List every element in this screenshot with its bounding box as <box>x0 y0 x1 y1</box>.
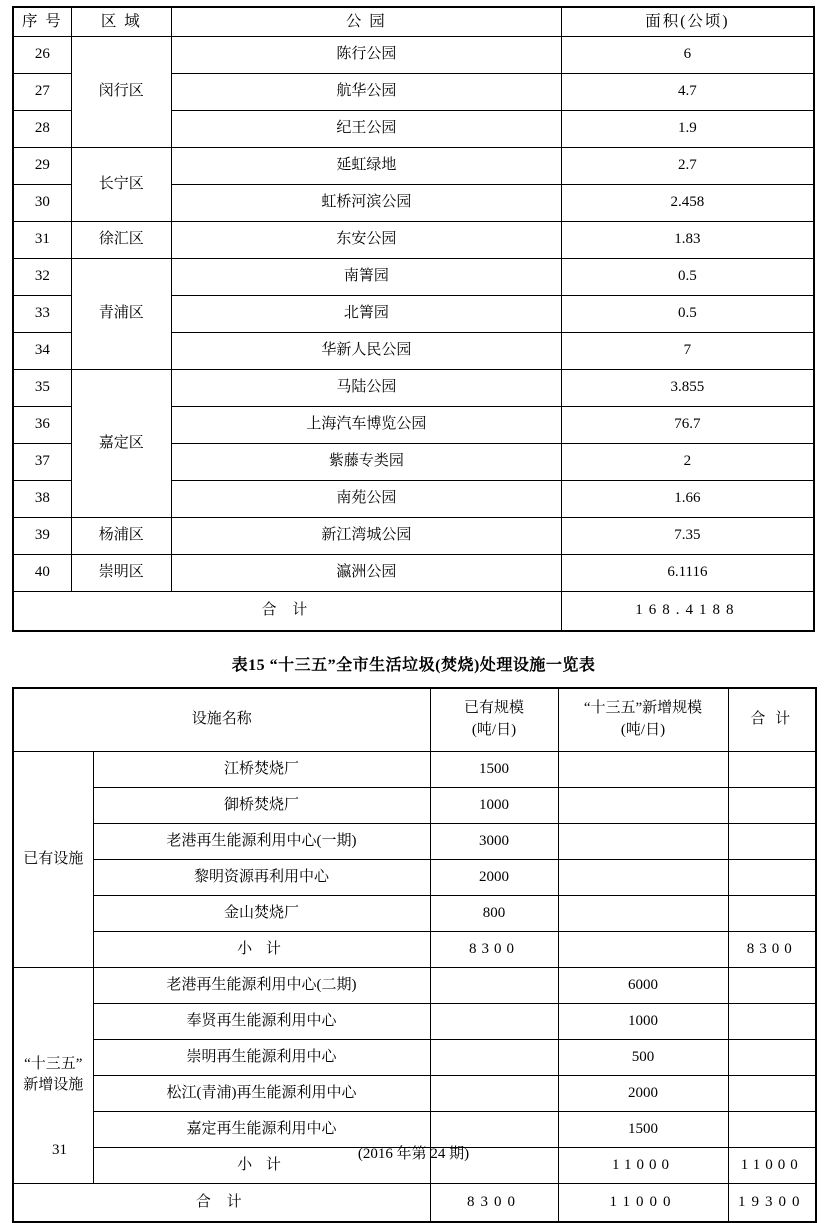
cell-facility: 老港再生能源利用中心(一期) <box>93 823 430 859</box>
table-row <box>13 221 814 258</box>
total-value: 168.4188 <box>561 591 814 631</box>
cell-park: 航华公园 <box>171 73 561 110</box>
table-row <box>13 147 814 184</box>
cell-new <box>558 895 728 931</box>
cell-size: 7 <box>561 332 814 369</box>
cell-facility: 崇明再生能源利用中心 <box>93 1039 430 1075</box>
cell-sum <box>728 1003 816 1039</box>
cell-no: 29 <box>13 147 71 184</box>
park-list-table <box>12 6 815 632</box>
cell-no: 38 <box>13 480 71 517</box>
cell-area: 杨浦区 <box>71 517 171 554</box>
issue-label: (2016 年第 24 期) <box>357 1146 470 1162</box>
group-label-new-line2: 新增设施 <box>23 1077 84 1094</box>
cell-park: 新江湾城公园 <box>171 517 561 554</box>
cell-size: 4.7 <box>561 73 814 110</box>
cell-facility: 江桥焚烧厂 <box>93 751 430 787</box>
cell-park: 延虹绿地 <box>171 147 561 184</box>
table2-grand-total-row <box>13 1183 816 1222</box>
header-cell-sum: 合 计 <box>728 688 816 752</box>
grand-total-existing: 8300 <box>430 1183 558 1222</box>
table-row <box>13 258 814 295</box>
cell-new <box>558 859 728 895</box>
cell-facility: 黎明资源再利用中心 <box>93 859 430 895</box>
grand-total-sum: 19300 <box>728 1183 816 1222</box>
table-row <box>13 554 814 591</box>
grand-total-new: 11000 <box>558 1183 728 1222</box>
cell-sum <box>728 787 816 823</box>
cell-no: 40 <box>13 554 71 591</box>
cell-no: 28 <box>13 110 71 147</box>
cell-new: 500 <box>558 1039 728 1075</box>
group-label-existing: 已有设施 <box>13 751 93 967</box>
header-cell-new <box>558 688 728 752</box>
cell-facility: 御桥焚烧厂 <box>93 787 430 823</box>
header-cell-park: 公 园 <box>171 7 561 36</box>
cell-size: 2.458 <box>561 184 814 221</box>
cell-existing: 800 <box>430 895 558 931</box>
table2-row <box>13 787 816 823</box>
cell-no: 36 <box>13 406 71 443</box>
cell-size: 1.83 <box>561 221 814 258</box>
table2-subtotal-row <box>13 931 816 967</box>
table2-row <box>13 1003 816 1039</box>
cell-size: 1.9 <box>561 110 814 147</box>
page-number: 31 <box>52 1142 67 1158</box>
cell-existing <box>430 1003 558 1039</box>
header-new-line2: (吨/日) <box>620 721 666 738</box>
cell-park: 华新人民公园 <box>171 332 561 369</box>
cell-no: 39 <box>13 517 71 554</box>
header-existing-line1: 已有规模 <box>464 700 525 717</box>
cell-area: 青浦区 <box>71 258 171 369</box>
cell-park: 虹桥河滨公园 <box>171 184 561 221</box>
cell-park: 东安公园 <box>171 221 561 258</box>
table2-row <box>13 859 816 895</box>
cell-sum <box>728 1075 816 1111</box>
cell-no: 30 <box>13 184 71 221</box>
header-cell-facility: 设施名称 <box>13 688 430 752</box>
cell-size: 2.7 <box>561 147 814 184</box>
cell-facility: 老港再生能源利用中心(二期) <box>93 967 430 1003</box>
cell-park: 南箐园 <box>171 258 561 295</box>
total-label: 合 计 <box>13 591 561 631</box>
cell-existing: 1500 <box>430 751 558 787</box>
cell-existing: 2000 <box>430 859 558 895</box>
cell-existing: 1000 <box>430 787 558 823</box>
header-cell-no: 序 号 <box>13 7 71 36</box>
table-row <box>13 36 814 73</box>
cell-existing <box>430 1039 558 1075</box>
cell-area: 长宁区 <box>71 147 171 221</box>
cell-park: 瀛洲公园 <box>171 554 561 591</box>
table2-row <box>13 823 816 859</box>
cell-facility: 松江(青浦)再生能源利用中心 <box>93 1075 430 1111</box>
header-cell-existing <box>430 688 558 752</box>
cell-size: 76.7 <box>561 406 814 443</box>
header-new-line1: “十三五”新增规模 <box>583 700 703 717</box>
header-cell-area: 区 域 <box>71 7 171 36</box>
cell-park: 紫藤专类园 <box>171 443 561 480</box>
cell-park: 马陆公园 <box>171 369 561 406</box>
cell-no: 26 <box>13 36 71 73</box>
subtotal-label: 小 计 <box>93 1147 430 1183</box>
subtotal-new: 11000 <box>558 1147 728 1183</box>
page-footer <box>0 1142 827 1162</box>
cell-new <box>558 751 728 787</box>
cell-facility: 金山焚烧厂 <box>93 895 430 931</box>
table-row <box>13 517 814 554</box>
table-row <box>13 369 814 406</box>
cell-existing <box>430 967 558 1003</box>
table2-row <box>13 967 816 1003</box>
cell-no: 33 <box>13 295 71 332</box>
table2-row <box>13 751 816 787</box>
cell-area: 徐汇区 <box>71 221 171 258</box>
header-existing-line2: (吨/日) <box>471 721 517 738</box>
cell-new: 1000 <box>558 1003 728 1039</box>
cell-park: 北箐园 <box>171 295 561 332</box>
group-label-new-line1: “十三五” <box>24 1056 83 1073</box>
subtotal-label: 小 计 <box>93 931 430 967</box>
cell-existing <box>430 1075 558 1111</box>
cell-size: 6 <box>561 36 814 73</box>
document-page <box>0 6 827 1210</box>
cell-area: 嘉定区 <box>71 369 171 517</box>
table2-row <box>13 1039 816 1075</box>
cell-facility: 嘉定再生能源利用中心 <box>93 1111 430 1147</box>
cell-no: 27 <box>13 73 71 110</box>
cell-no: 31 <box>13 221 71 258</box>
cell-area: 崇明区 <box>71 554 171 591</box>
cell-facility: 奉贤再生能源利用中心 <box>93 1003 430 1039</box>
cell-park: 南苑公园 <box>171 480 561 517</box>
cell-park: 陈行公园 <box>171 36 561 73</box>
cell-sum <box>728 751 816 787</box>
cell-size: 1.66 <box>561 480 814 517</box>
table2-caption: 表15 “十三五”全市生活垃圾(焚烧)处理设施一览表 <box>231 656 596 674</box>
subtotal-sum: 11000 <box>728 1147 816 1183</box>
cell-new: 1500 <box>558 1111 728 1147</box>
cell-sum <box>728 859 816 895</box>
cell-size: 3.855 <box>561 369 814 406</box>
cell-existing: 3000 <box>430 823 558 859</box>
cell-size: 0.5 <box>561 295 814 332</box>
header-cell-size: 面积(公顷) <box>561 7 814 36</box>
cell-new <box>558 823 728 859</box>
cell-sum <box>728 967 816 1003</box>
table2-header-row <box>13 688 816 752</box>
cell-park: 上海汽车博览公园 <box>171 406 561 443</box>
cell-no: 34 <box>13 332 71 369</box>
grand-total-label: 合 计 <box>13 1183 430 1222</box>
cell-sum <box>728 1039 816 1075</box>
cell-no: 32 <box>13 258 71 295</box>
cell-size: 7.35 <box>561 517 814 554</box>
cell-new <box>558 787 728 823</box>
table2-row <box>13 895 816 931</box>
cell-park: 纪王公园 <box>171 110 561 147</box>
cell-size: 6.1116 <box>561 554 814 591</box>
cell-area: 闵行区 <box>71 36 171 147</box>
cell-size: 2 <box>561 443 814 480</box>
table-total-row <box>13 591 814 631</box>
subtotal-existing: 8300 <box>430 931 558 967</box>
cell-no: 37 <box>13 443 71 480</box>
cell-sum <box>728 895 816 931</box>
cell-sum <box>728 823 816 859</box>
subtotal-sum: 8300 <box>728 931 816 967</box>
cell-new: 6000 <box>558 967 728 1003</box>
cell-size: 0.5 <box>561 258 814 295</box>
cell-no: 35 <box>13 369 71 406</box>
table2-row <box>13 1075 816 1111</box>
cell-new: 2000 <box>558 1075 728 1111</box>
table-header-row <box>13 7 814 36</box>
subtotal-new <box>558 931 728 967</box>
